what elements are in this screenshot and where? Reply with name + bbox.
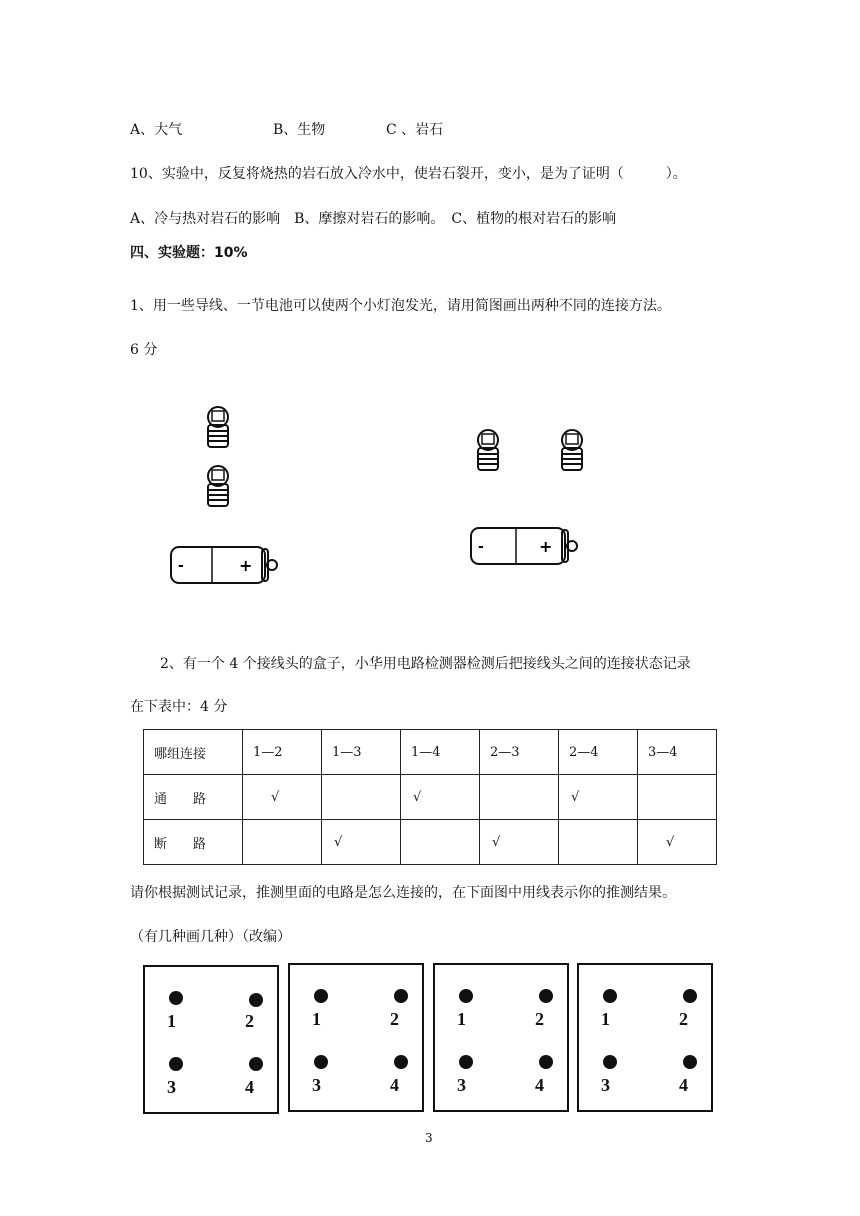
terminal-dot-1 xyxy=(314,989,328,1003)
table-cell xyxy=(401,820,480,865)
battery-plus-label: + xyxy=(539,537,553,556)
table-cell xyxy=(480,775,559,820)
terminal-dot-3 xyxy=(459,1055,473,1069)
bulb-icon xyxy=(550,426,594,474)
terminal-dot-3 xyxy=(314,1055,328,1069)
terminal-dot-2 xyxy=(394,989,408,1003)
table-cell xyxy=(638,775,717,820)
q9-option-a: A、大气 xyxy=(130,122,183,138)
terminal-dot-3 xyxy=(169,1057,183,1071)
connection-record-table xyxy=(143,729,717,865)
table-header-cell: 1—3 xyxy=(322,730,401,775)
q1-text: 1、用一些导线、一节电池可以使两个小灯泡发光，请用简图画出两种不同的连接方法。 xyxy=(130,298,671,314)
q10-text: 10、实验中，反复将烧热的岩石放入冷水中，使岩石裂开，变小，是为了证明（ ）。 xyxy=(130,166,687,182)
battery-plus-label: + xyxy=(239,556,253,575)
q2-instruction: 请你根据测试记录，推测里面的电路是怎么连接的，在下面图中用线表示你的推测结果。 xyxy=(130,885,676,901)
table-header-cell: 2—4 xyxy=(559,730,638,775)
table-cell: 断 路 xyxy=(144,820,243,865)
terminal-label-2: 2 xyxy=(679,1009,688,1029)
table-header-row xyxy=(144,730,717,775)
table-row xyxy=(144,820,717,865)
terminal-label-3: 3 xyxy=(601,1075,610,1095)
table-header-cell: 2—3 xyxy=(480,730,559,775)
table-header-cell: 哪组连接 xyxy=(144,730,243,775)
terminal-dot-2 xyxy=(683,989,697,1003)
table-cell: √ xyxy=(480,820,559,865)
terminal-label-4: 4 xyxy=(679,1075,688,1095)
page-number: 3 xyxy=(425,1131,433,1145)
terminal-dot-4 xyxy=(683,1055,697,1069)
table-cell: √ xyxy=(243,775,322,820)
q1-score: 6 分 xyxy=(130,342,158,358)
terminal-label-1: 1 xyxy=(601,1009,610,1029)
terminal-label-3: 3 xyxy=(457,1075,466,1095)
q2-note: （有几种画几种）（改编） xyxy=(130,929,291,945)
terminal-label-2: 2 xyxy=(390,1009,399,1029)
q10-options: A、冷与热对岩石的影响 B、摩擦对岩石的影响。 C、植物的根对岩石的影响 xyxy=(130,211,617,227)
terminal-dot-1 xyxy=(459,989,473,1003)
table-cell: 通 路 xyxy=(144,775,243,820)
terminal-box-1[interactable] xyxy=(143,965,279,1114)
table-row xyxy=(144,775,717,820)
battery-icon xyxy=(168,543,280,589)
terminal-dot-4 xyxy=(394,1055,408,1069)
table-cell xyxy=(559,820,638,865)
battery-icon xyxy=(468,524,580,570)
q9-option-b: B、生物 xyxy=(273,122,326,138)
q2-text-line2: 在下表中：4 分 xyxy=(130,699,228,715)
terminal-box-2[interactable] xyxy=(288,963,424,1112)
terminal-label-4: 4 xyxy=(390,1075,399,1095)
table-header-cell: 1—4 xyxy=(401,730,480,775)
terminal-label-4: 4 xyxy=(245,1077,254,1097)
terminal-label-2: 2 xyxy=(245,1011,254,1031)
table-cell xyxy=(243,820,322,865)
bulb-icon xyxy=(196,403,240,451)
table-header-cell: 1—2 xyxy=(243,730,322,775)
terminal-label-3: 3 xyxy=(167,1077,176,1097)
terminal-dot-4 xyxy=(539,1055,553,1069)
terminal-label-2: 2 xyxy=(535,1009,544,1029)
battery-minus-label: - xyxy=(478,539,484,555)
bulb-icon xyxy=(466,426,510,474)
terminal-dot-1 xyxy=(169,991,183,1005)
terminal-dot-2 xyxy=(249,993,263,1007)
table-cell: √ xyxy=(559,775,638,820)
terminal-label-3: 3 xyxy=(312,1075,321,1095)
q2-text-line1: 2、有一个 4 个接线头的盒子，小华用电路检测器检测后把接线头之间的连接状态记录 xyxy=(160,656,691,672)
terminal-label-4: 4 xyxy=(535,1075,544,1095)
terminal-dot-2 xyxy=(539,989,553,1003)
table-cell: √ xyxy=(401,775,480,820)
table-cell: √ xyxy=(322,820,401,865)
terminal-box-4[interactable] xyxy=(577,963,713,1112)
battery-minus-label: - xyxy=(178,558,184,574)
terminal-label-1: 1 xyxy=(167,1011,176,1031)
terminal-box-3[interactable] xyxy=(433,963,569,1112)
terminal-label-1: 1 xyxy=(312,1009,321,1029)
table-cell xyxy=(322,775,401,820)
terminal-dot-4 xyxy=(249,1057,263,1071)
terminal-label-1: 1 xyxy=(457,1009,466,1029)
q9-option-c: C 、岩石 xyxy=(386,122,444,138)
table-header-cell: 3—4 xyxy=(638,730,717,775)
terminal-dot-3 xyxy=(603,1055,617,1069)
table-cell: √ xyxy=(638,820,717,865)
bulb-icon xyxy=(196,462,240,510)
terminal-dot-1 xyxy=(603,989,617,1003)
section-heading: 四、实验题：10% xyxy=(130,245,248,261)
